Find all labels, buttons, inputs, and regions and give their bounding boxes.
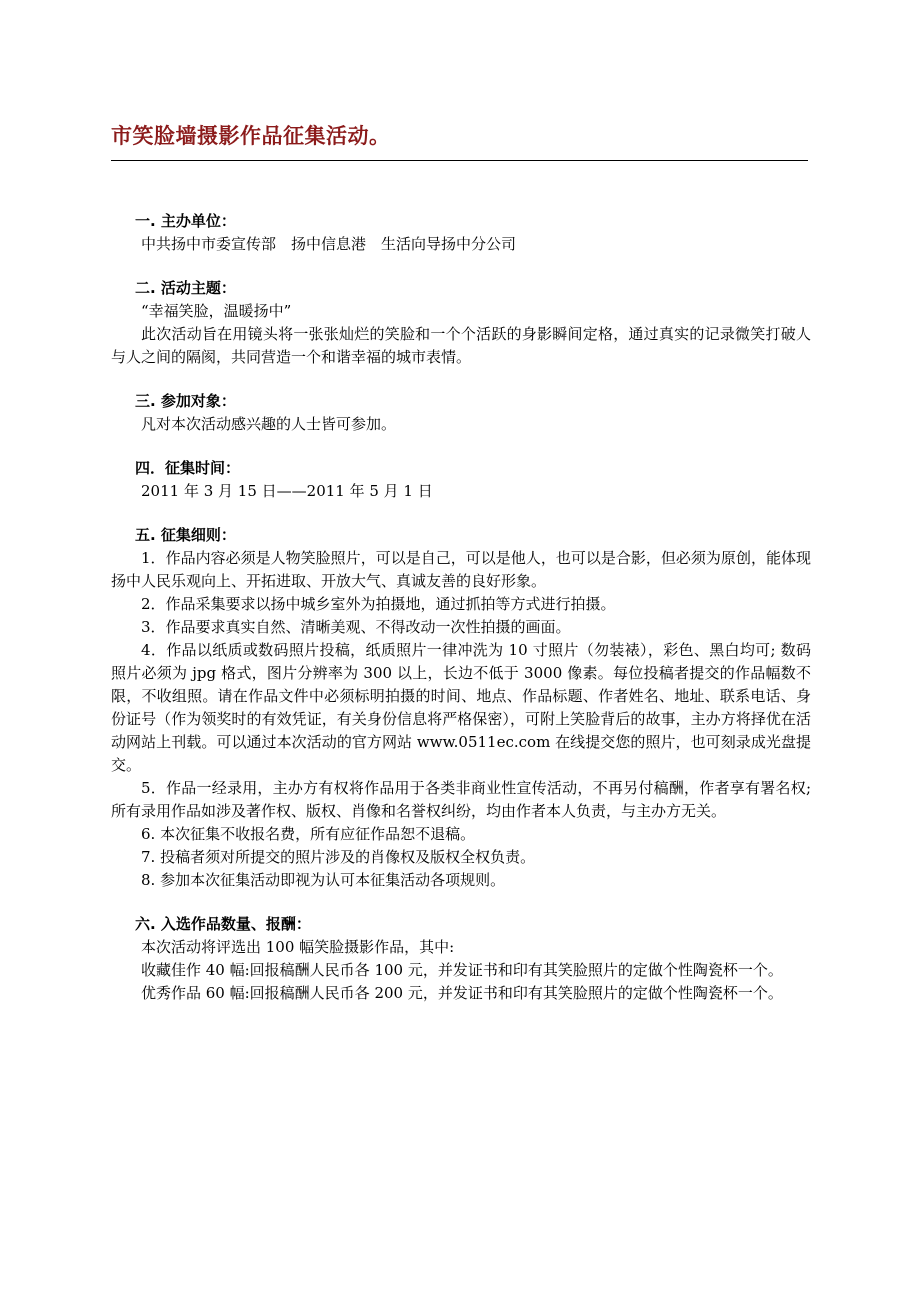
section-organizers (111, 210, 811, 256)
rule-item: 1．作品内容必须是人物笑脸照片，可以是自己，可以是他人，也可以是合影，但必须为原创，能体现扬中人民乐观向上、开拓进取、开放大气、真诚友善的良好形象。 (111, 549, 811, 590)
period-line: 2011 年 3 月 15 日——2011 年 5 月 1 日 (141, 482, 433, 500)
rule-item: 5．作品一经录用，主办方有权将作品用于各类非商业性宣传活动，不再另付稿酬，作者享有署名权; 所有录用作品如涉及著作权、版权、肖像和名誉权纠纷，均由作者本人负责，与主办方无关。 (111, 779, 811, 820)
award-item: 收藏佳作 40 幅:回报稿酬人民币各 100 元，并发证书和印有其笑脸照片的定做个性陶瓷杯一个。 (141, 961, 783, 979)
award-item: 优秀作品 60 幅:回报稿酬人民币各 200 元，并发证书和印有其笑脸照片的定做个性陶瓷杯一个。 (141, 984, 783, 1002)
section-heading: 二. 活动主题： (135, 279, 236, 297)
section-heading: 六. 入选作品数量、报酬： (135, 915, 311, 933)
rule-item: 4．作品以纸质或数码照片投稿，纸质照片一律冲洗为 10 寸照片（勿装裱），彩色、黑白均可; 数码照片必须为 jpg 格式，图片分辨率为 300 以上，长边不低于 3000 像素。每位投稿者提交的作品幅数不限，不收组照。请在作品文件中必须标明拍摄的时间、地点、作品标题、作者姓名、地址、联系电话、身份证号（作为领奖时的有效凭证，有关身份信息将严格保密），可附上笑脸背后的故事，主办方将择优在活动网站上刊载。可以通过本次活动的官方网站 www.0511ec.com 在线提交您的照片，也可刻录成光盘提交。 (111, 641, 811, 774)
section-period (111, 457, 811, 503)
rule-item: 3．作品要求真实自然、清晰美观、不得改动一次性拍摄的画面。 (141, 618, 571, 636)
section-heading: 一. 主办单位： (135, 212, 236, 230)
rule-item: 7. 投稿者须对所提交的照片涉及的肖像权及版权全权负责。 (141, 848, 536, 866)
section-heading: 四．征集时间： (135, 459, 241, 477)
awards-intro: 本次活动将评选出 100 幅笑脸摄影作品，其中: (141, 938, 455, 956)
document-body (111, 210, 811, 1005)
section-heading: 五. 征集细则： (135, 526, 236, 544)
organizers-line: 中共扬中市委宣传部 扬中信息港 生活向导扬中分公司 (141, 235, 517, 253)
theme-slogan: “幸福笑脸，温暖扬中” (141, 302, 292, 320)
rule-item: 8. 参加本次征集活动即视为认可本征集活动各项规则。 (141, 871, 506, 889)
rule-item: 2．作品采集要求以扬中城乡室外为拍摄地，通过抓拍等方式进行拍摄。 (141, 595, 616, 613)
section-awards (111, 913, 811, 1005)
page-title: 市笑脸墙摄影作品征集活动。 (111, 124, 391, 148)
title-divider (111, 160, 808, 161)
section-theme (111, 277, 811, 369)
section-heading: 三. 参加对象： (135, 392, 236, 410)
section-rules (111, 524, 811, 892)
section-participants (111, 390, 811, 436)
rule-item: 6. 本次征集不收报名费，所有应征作品恕不退稿。 (141, 825, 476, 843)
theme-paragraph: 此次活动旨在用镜头将一张张灿烂的笑脸和一个个活跃的身影瞬间定格，通过真实的记录微笑打破人与人之间的隔阂，共同营造一个和谐幸福的城市表情。 (111, 325, 811, 366)
participants-line: 凡对本次活动感兴趣的人士皆可参加。 (141, 415, 397, 433)
